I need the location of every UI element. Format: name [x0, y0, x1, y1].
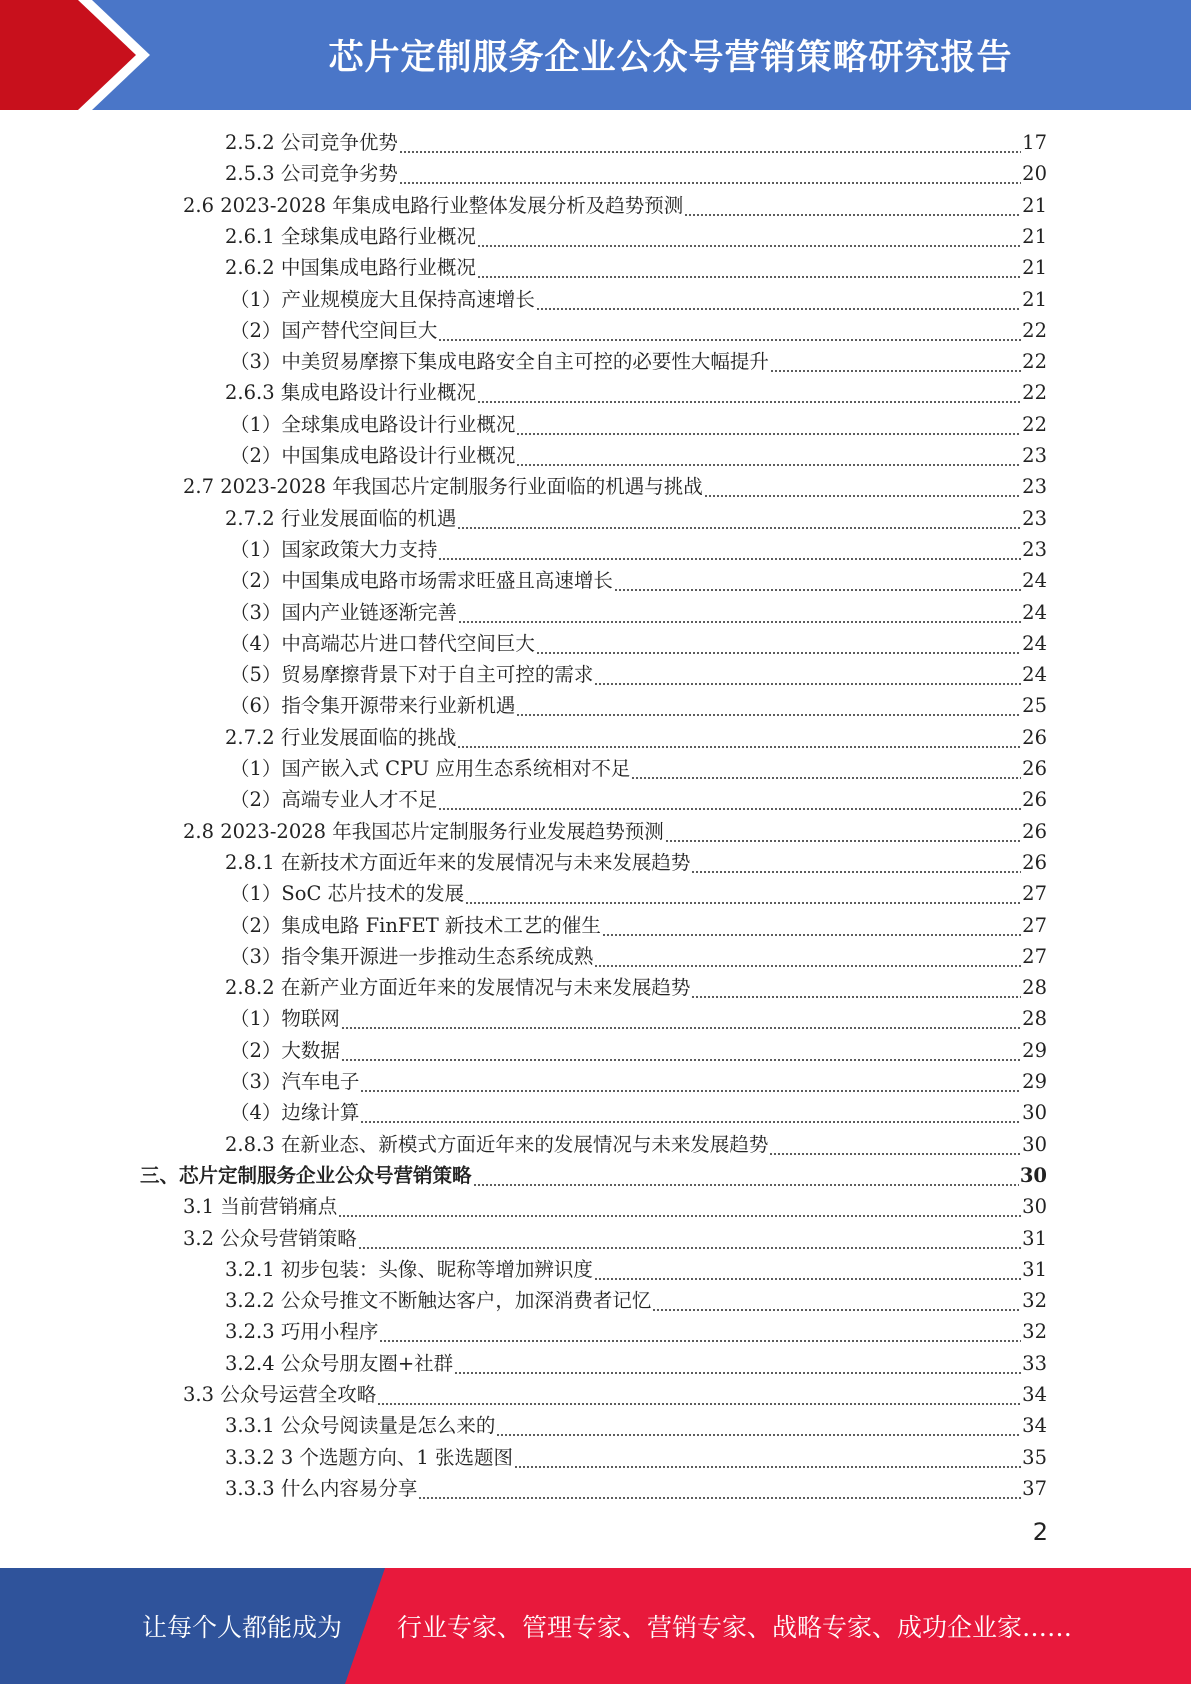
toc-entry[interactable]: [225, 1411, 1047, 1441]
page-number: 2: [1032, 1518, 1048, 1546]
page-footer: [0, 1568, 1191, 1684]
toc-entry[interactable]: [183, 191, 1047, 221]
toc-entry[interactable]: [230, 535, 1047, 565]
toc-entry[interactable]: [230, 347, 1047, 377]
toc-dot-leader: [770, 355, 1021, 377]
toc-entry-title: （1）SoC 芯片技术的发展: [230, 882, 465, 906]
toc-entry-title: 三、芯片定制服务企业公众号营销策略: [140, 1163, 472, 1187]
toc-entry-title: （2）大数据: [230, 1038, 340, 1062]
toc-entry-page: 17: [1022, 131, 1047, 154]
toc-entry-title: 2.7 2023-2028 年我国芯片定制服务行业面临的机遇与挑战: [183, 475, 703, 499]
toc-entry[interactable]: [230, 660, 1047, 690]
toc-entry[interactable]: [230, 1067, 1047, 1097]
toc-entry-title: （6）指令集开源带来行业新机遇: [230, 694, 516, 718]
toc-entry[interactable]: [230, 879, 1047, 909]
toc-entry-title: （2）集成电路 FinFET 新技术工艺的催生: [230, 913, 601, 937]
toc-entry-page: 25: [1022, 694, 1047, 718]
toc-entry-title: 3.1 当前营销痛点: [183, 1195, 338, 1219]
toc-dot-leader: [684, 199, 1021, 221]
toc-entry[interactable]: [225, 1443, 1047, 1473]
toc-dot-leader: [704, 480, 1021, 502]
toc-entry-title: 3.3.2 3 个选题方向、1 张选题图: [225, 1445, 514, 1469]
toc-entry-page: 31: [1022, 1226, 1047, 1250]
toc-entry-title: 3.2 公众号营销策略: [183, 1226, 357, 1250]
toc-entry[interactable]: [140, 1161, 1047, 1191]
toc-dot-leader: [438, 793, 1021, 815]
toc-dot-leader: [438, 324, 1021, 346]
toc-entry[interactable]: [225, 723, 1047, 753]
toc-entry-title: 2.8.3 在新业态、新模式方面近年来的发展情况与未来发展趋势: [225, 1132, 769, 1156]
toc-entry-title: （3）指令集开源进一步推动生态系统成熟: [230, 944, 594, 968]
toc-entry-page: 26: [1022, 757, 1047, 780]
toc-entry-title: 2.8.1 在新技术方面近年来的发展情况与未来发展趋势: [225, 850, 691, 874]
toc-entry-page: 21: [1022, 224, 1047, 248]
toc-dot-leader: [691, 981, 1021, 1003]
toc-entry-page: 30: [1019, 1163, 1047, 1187]
toc-entry[interactable]: [230, 691, 1047, 721]
toc-entry[interactable]: [225, 1349, 1047, 1379]
toc-entry[interactable]: [230, 316, 1047, 346]
toc-dot-leader: [631, 762, 1021, 784]
header-arrow-decoration: [0, 0, 160, 110]
toc-entry-page: 26: [1022, 819, 1047, 843]
toc-dot-leader: [614, 574, 1021, 596]
toc-dot-leader: [418, 1482, 1021, 1504]
toc-entry-page: 26: [1022, 788, 1047, 812]
toc-entry[interactable]: [225, 973, 1047, 1003]
toc-dot-leader: [536, 293, 1021, 315]
toc-dot-leader: [496, 1419, 1021, 1441]
toc-dot-leader: [652, 1294, 1021, 1316]
toc-dot-leader: [602, 919, 1021, 941]
toc-entry-page: 22: [1022, 318, 1047, 342]
toc-entry-page: 23: [1022, 537, 1047, 561]
footer-slogan-right: 行业专家、管理专家、营销专家、战略专家、成功企业家……: [397, 1613, 1073, 1642]
toc-entry[interactable]: [230, 629, 1047, 659]
toc-entry-title: （2）中国集成电路市场需求旺盛且高速增长: [230, 569, 613, 593]
toc-dot-leader: [399, 136, 1021, 158]
footer-slogan-left: 让每个人都能成为: [142, 1613, 343, 1642]
toc-entry-title: 2.5.2 公司竞争优势: [225, 131, 398, 154]
toc-entry-page: 32: [1022, 1289, 1047, 1313]
toc-dot-leader: [454, 1357, 1021, 1379]
toc-dot-leader: [399, 167, 1021, 189]
toc-entry-page: 26: [1022, 725, 1047, 749]
toc-dot-leader: [536, 637, 1021, 659]
toc-dot-leader: [377, 1388, 1021, 1410]
toc-entry-title: 2.7.2 行业发展面临的挑战: [225, 725, 457, 749]
toc-dot-leader: [516, 449, 1021, 471]
toc-entry[interactable]: [230, 1004, 1047, 1034]
toc-entry-page: 28: [1022, 1007, 1047, 1031]
toc-dot-leader: [338, 1200, 1021, 1222]
toc-entry-title: 3.2.1 初步包装：头像、昵称等增加辨识度: [225, 1257, 593, 1281]
toc-entry-title: 2.5.3 公司竞争劣势: [225, 162, 398, 186]
toc-dot-leader: [594, 668, 1021, 690]
toc-entry-title: （1）产业规模庞大且保持高速增长: [230, 287, 535, 311]
toc-entry[interactable]: [225, 128, 1047, 158]
toc-entry[interactable]: [225, 1474, 1047, 1504]
toc-entry-page: 20: [1022, 162, 1047, 186]
toc-entry[interactable]: [225, 1317, 1047, 1347]
toc-entry-title: （3）汽车电子: [230, 1070, 360, 1093]
toc-entry[interactable]: [183, 817, 1047, 847]
toc-entry-title: 2.8.2 在新产业方面近年来的发展情况与未来发展趋势: [225, 976, 691, 1000]
toc-entry[interactable]: [230, 566, 1047, 596]
toc-dot-leader: [458, 606, 1021, 628]
toc-entry-page: 22: [1022, 381, 1047, 405]
toc-dot-leader: [341, 1012, 1021, 1034]
toc-entry-title: 3.2.2 公众号推文不断触达客户，加深消费者记忆: [225, 1289, 652, 1313]
toc-entry-title: （5）贸易摩擦背景下对于自主可控的需求: [230, 663, 594, 687]
toc-entry-page: 23: [1022, 444, 1047, 467]
toc-entry[interactable]: [183, 1224, 1047, 1254]
toc-entry-title: （1）国产嵌入式 CPU 应用生态系统相对不足: [230, 757, 631, 780]
toc-entry[interactable]: [230, 911, 1047, 941]
toc-entry[interactable]: [225, 378, 1047, 408]
toc-dot-leader: [477, 230, 1021, 252]
toc-dot-leader: [457, 512, 1021, 534]
toc-entry-title: （1）物联网: [230, 1007, 340, 1031]
toc-entry[interactable]: [183, 472, 1047, 502]
toc-entry-title: 3.3.3 什么内容易分享: [225, 1476, 418, 1500]
toc-dot-leader: [360, 1106, 1021, 1128]
toc-entry-page: 24: [1022, 663, 1047, 687]
toc-entry-page: 31: [1022, 1257, 1047, 1281]
toc-entry[interactable]: [230, 1036, 1047, 1066]
toc-dot-leader: [594, 1263, 1021, 1285]
toc-entry[interactable]: [230, 441, 1047, 471]
toc-entry-page: 30: [1022, 1101, 1047, 1125]
toc-dot-leader: [769, 1138, 1021, 1160]
toc-entry-title: （4）中高端芯片进口替代空间巨大: [230, 631, 535, 655]
toc-entry[interactable]: [225, 1255, 1047, 1285]
toc-entry-title: （3）国内产业链逐渐完善: [230, 600, 457, 624]
toc-entry-title: （2）国产替代空间巨大: [230, 318, 438, 342]
toc-entry-page: 32: [1022, 1320, 1047, 1344]
toc-entry-title: 2.8 2023-2028 年我国芯片定制服务行业发展趋势预测: [183, 819, 664, 843]
toc-entry[interactable]: [225, 504, 1047, 534]
toc-entry[interactable]: [225, 253, 1047, 283]
toc-entry-title: （3）中美贸易摩擦下集成电路安全自主可控的必要性大幅提升: [230, 350, 769, 374]
toc-entry-page: 22: [1022, 412, 1047, 436]
toc-dot-leader: [516, 699, 1021, 721]
toc-entry-title: 2.6.3 集成电路设计行业概况: [225, 381, 476, 405]
toc-entry-title: 3.3 公众号运营全攻略: [183, 1383, 377, 1406]
toc-dot-leader: [360, 1075, 1021, 1097]
toc-entry-page: 24: [1022, 600, 1047, 624]
page-header: [0, 0, 1191, 110]
toc-dot-leader: [514, 1451, 1021, 1473]
toc-entry[interactable]: [225, 1130, 1047, 1160]
toc-entry-title: 2.6.2 中国集成电路行业概况: [225, 256, 476, 280]
toc-entry[interactable]: [230, 410, 1047, 440]
toc-entry-title: （2）中国集成电路设计行业概况: [230, 444, 516, 467]
toc-entry-title: 3.2.3 巧用小程序: [225, 1320, 379, 1344]
toc-entry-title: （4）边缘计算: [230, 1101, 360, 1125]
toc-entry-title: （2）高端专业人才不足: [230, 788, 438, 812]
toc-entry-page: 24: [1022, 631, 1047, 655]
toc-entry-page: 28: [1022, 976, 1047, 1000]
toc-entry[interactable]: [183, 1380, 1047, 1410]
toc-entry-title: 3.3.1 公众号阅读量是怎么来的: [225, 1414, 496, 1438]
toc-entry-page: 21: [1022, 287, 1047, 311]
toc-entry[interactable]: [225, 848, 1047, 878]
toc-dot-leader: [477, 386, 1021, 408]
toc-dot-leader: [438, 543, 1021, 565]
toc-entry-page: 27: [1022, 882, 1047, 906]
toc-dot-leader: [465, 887, 1021, 909]
toc-dot-leader: [341, 1044, 1021, 1066]
toc-entry-page: 22: [1022, 350, 1047, 374]
report-title: 芯片定制服务企业公众号营销策略研究报告: [328, 38, 1013, 78]
toc-entry-page: 37: [1022, 1476, 1047, 1500]
toc-entry-page: 29: [1022, 1038, 1047, 1062]
toc-entry-title: 2.7.2 行业发展面临的机遇: [225, 506, 457, 530]
toc-entry-page: 23: [1022, 475, 1047, 499]
toc-entry[interactable]: [183, 1192, 1047, 1222]
toc-entry[interactable]: [230, 754, 1047, 784]
toc-entry-page: 34: [1022, 1383, 1047, 1406]
toc-entry[interactable]: [230, 285, 1047, 315]
toc-entry-page: 27: [1022, 913, 1047, 937]
toc-dot-leader: [473, 1169, 1019, 1191]
toc-dot-leader: [457, 731, 1021, 753]
toc-entry-page: 21: [1022, 256, 1047, 280]
toc-entry-title: 3.2.4 公众号朋友圈+社群: [225, 1351, 454, 1375]
toc-entry-page: 26: [1022, 850, 1047, 874]
toc-entry-page: 34: [1022, 1414, 1047, 1438]
toc-entry-page: 35: [1022, 1445, 1047, 1469]
toc-dot-leader: [665, 825, 1021, 847]
toc-entry-page: 21: [1022, 193, 1047, 217]
toc-entry-page: 30: [1022, 1195, 1047, 1219]
toc-entry-title: （1）国家政策大力支持: [230, 537, 438, 561]
toc-entry-title: 2.6 2023-2028 年集成电路行业整体发展分析及趋势预测: [183, 193, 684, 217]
toc-entry-page: 27: [1022, 944, 1047, 968]
toc-entry-page: 23: [1022, 506, 1047, 530]
toc-entry[interactable]: [230, 785, 1047, 815]
toc-dot-leader: [358, 1232, 1021, 1254]
toc-entry-page: 30: [1022, 1132, 1047, 1156]
toc-entry-page: 29: [1022, 1070, 1047, 1093]
toc-dot-leader: [594, 950, 1021, 972]
toc-entry[interactable]: [230, 942, 1047, 972]
toc-entry[interactable]: [230, 1098, 1047, 1128]
toc-entry-page: 33: [1022, 1351, 1047, 1375]
toc-dot-leader: [477, 261, 1021, 283]
toc-entry[interactable]: [230, 598, 1047, 628]
toc-dot-leader: [379, 1325, 1021, 1347]
toc-entry[interactable]: [225, 159, 1047, 189]
toc-entry[interactable]: [225, 1286, 1047, 1316]
toc-entry-page: 24: [1022, 569, 1047, 593]
toc-entry[interactable]: [225, 222, 1047, 252]
toc-dot-leader: [516, 418, 1021, 440]
toc-entry-title: （1）全球集成电路设计行业概况: [230, 412, 516, 436]
toc-entry-title: 2.6.1 全球集成电路行业概况: [225, 224, 476, 248]
toc-dot-leader: [691, 856, 1021, 878]
